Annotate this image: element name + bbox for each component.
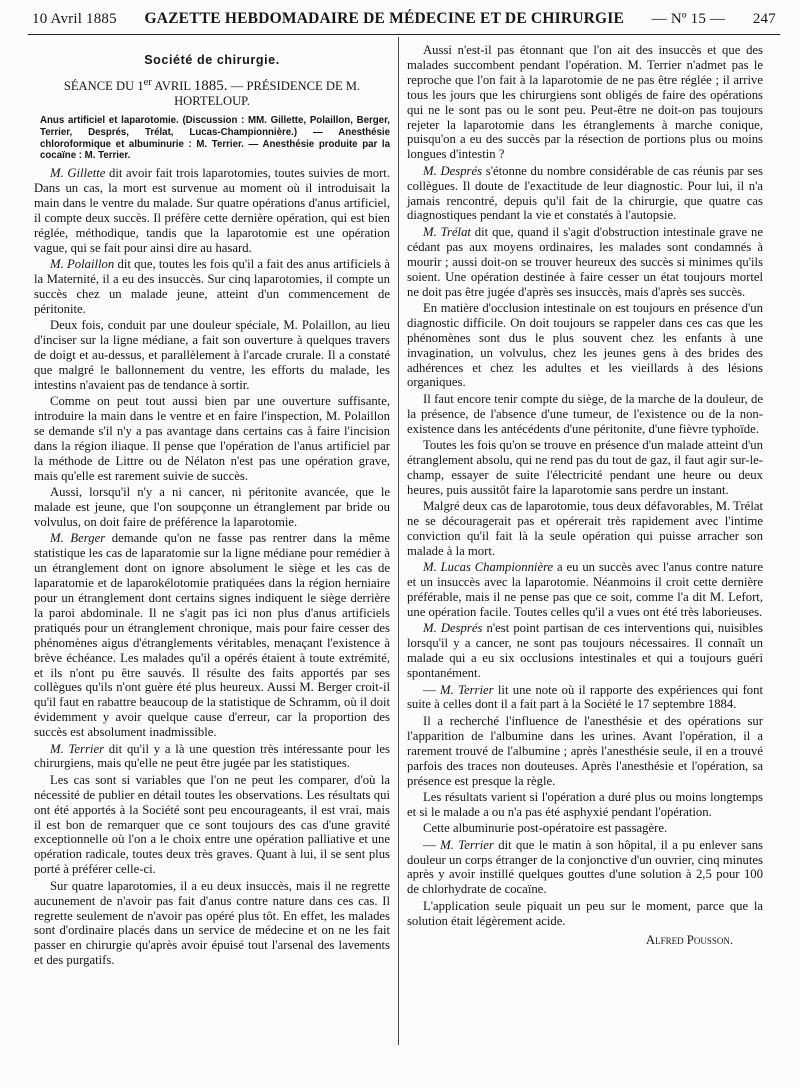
speaker-name: M. Terrier (50, 741, 105, 756)
paragraph: Malgré deux cas de laparotomie, tous deux défavorables, M. Trélat ne se découragerait pas et opérerait très rapidement avec l'intime conviction qu'il fait là la seule opération qui puisse arracher son malade à la mort. (407, 499, 763, 558)
paragraph (34, 166, 390, 255)
issue-number: — Nº 15 — (651, 11, 726, 27)
speaker-name: M. Berger (50, 531, 106, 546)
speaker-name: M. Després (423, 621, 483, 636)
session-month: AVRIL (151, 79, 194, 94)
paragraph-text: lit une note où il rapporte des expériences qui font suite à celles dont il a fait part à la Société le 17 septembre 1884. (407, 682, 764, 712)
session-line (34, 76, 390, 109)
paragraph-text: s'étonne du nombre considérable de cas réunis par ses collègues. Il doute de l'exactitude de leur diagnostic. Pour lui, il n'a jamais rencontré, depuis qu'il fait de la chirurgie, que quatre cas diagnostiques pendant la vie et constatés à l'autopsie. (407, 163, 763, 223)
paragraph (407, 164, 763, 224)
speaker-name: M. Després (423, 163, 483, 178)
paragraph-text: dit que, quand il s'agit d'obstruction intestinale grave ne cédant pas aux moyens ordinaires, les malades sont condamnés à mourir ; aussi doit-on se trouver heureux des succès si minimes qu'ils soient. Une opération destinée à faire cesser un état toujours mortel ne doit pas être jugée d'après ses insuccès, mais d'après ses succès. (407, 224, 763, 299)
speaker-name: M. Polaillon (50, 257, 115, 272)
speaker-name: M. Trélat (423, 224, 471, 239)
paragraph-text: dit qu'il y a là une question très intéressante pour les chirurgiens, mais qu'elle ne peut être jugée par les statistiques. (34, 741, 390, 771)
paragraph-text: dit que le matin à son hôpital, il a pu enlever sans douleur un corps étranger de la conjonctive d'un ouvrier, cinq minutes après y avoir instillé quelques gouttes d'une solution à 2,5 pour 100 de chlorhydrate de cocaïne. (407, 837, 763, 897)
paragraph-text: dit que, toutes les fois qu'il a fait des anus artificiels à la Maternité, il a eu des insuccès. Sur cinq laparotomies, il compte un succès chez un malade jeune, atteint d'un commencement de péritonite. (34, 257, 390, 316)
paragraph (407, 838, 763, 898)
paragraph-text: a eu un succès avec l'anus contre nature et un insuccès avec la laparotomie. Néanmoins il croit cette dernière préférable, mais il ne pense pas que ce soit, comme l'a dit M. Lefort, une opération facile. Toutes celles qu'il a vues ont été très laborieuses. (407, 560, 763, 620)
paragraph: Aussi n'est-il pas étonnant que l'on ait des insuccès et que des malades succombent pendant l'opération. M. Terrier n'admet pas le reproche que l'on fait à la laparotomie de ne pas être réglée ; il arrive tous les jours que les chirurgiens sont obligés de faire des opérations qui ne le sont pas ou le sont peu. Peut-être ne doit-on pas toujours rejeter la laparotomie dans les étranglements à marche conique, puisqu'on a eu des succès par la résection de portions plus ou moins longues d'intestin ? (407, 43, 763, 162)
paragraph: L'application seule piquait un peu sur le moment, parce que la solution était légèrement acide. (407, 898, 763, 928)
paragraph: Comme on peut tout aussi bien par une ouverture suffisante, introduire la main dans le ventre et en faire l'inspection, M. Polaillon se demande s'il n'y a pas avantage dans certains cas à faire l'incision dans la région iliaque. Il pense que l'opération de l'anus artificiel par la méthode de Littre ou de Nélaton n'est pas une opération grave, mais qu'elle est rarement suivie de succès. (34, 394, 390, 483)
session-year: 1885. (193, 78, 228, 95)
session-prefix: SÉANCE DU 1 (63, 79, 144, 94)
session-ordinal: er (143, 76, 152, 88)
paragraph: Les cas sont si variables que l'on ne peut les comparer, d'où la nécessité de publier en détail toutes les observations. Les résultats qui ont été apportés à la Société sont peu encourageants, il est vrai, mais il est bon de remarquer que ce sont toujours des cas d'une gravité exceptionnelle où l'on a le choix entre une opération palliative et une opération radicale, toutes deux très graves. Quant à lui, il se sent plus porté à préférer celle-ci. (34, 772, 390, 877)
session-summary: Anus artificiel et laparotomie. (Discussion : MM. Gillette, Polaillon, Berger, Terrier, Després, Trélat, Lucas-Championnière.) — Anesthésie chloroformique et albuminurie : M. Terrier. — Anesthésie produite par la cocaïne : M. Terrier. (40, 114, 390, 162)
paragraph (34, 531, 390, 740)
dash-prefix: — (423, 682, 441, 697)
paragraph-text: n'est point partisan de ces interventions qui, nuisibles lorsqu'il y a cancer, ne sont pas toujours nécessaires. Il connaît un malade qui a eu six occlusions intestinales et qui a toujours guéri spontanément. (407, 621, 763, 681)
paragraph (407, 560, 763, 620)
paragraph (407, 621, 763, 681)
paragraph: Les résultats varient si l'opération a duré plus ou moins longtemps et si le malade a ou n'a pas été asphyxié pendant l'opération. (407, 789, 763, 819)
paragraph-text: dit avoir fait trois laparotomies, toutes suivies de mort. Dans un cas, la mort est survenue au moment où il introduisait la main dans le ventre du malade. Sur quatre opérations d'anus artificiel, il compte deux succès. Il préfère cette dernière opération, qui est bien réglée, méthodique, tandis que la laparotomie est une opération vague, qui se fait pour ainsi dire au hasard. (34, 166, 390, 255)
speaker-name: M. Terrier (440, 682, 494, 697)
paragraph: En matière d'occlusion intestinale on est toujours en présence d'un diagnostic difficile. On doit toujours se rappeler dans ces cas que les phénomènes sont dus le plus souvent chez les enfants à une invagination, un volvulus, chez les jeunes gens à des brides des adhérences et chez les adultes et les vieillards à des lésions organiques. (407, 300, 763, 390)
issue-date: 10 Avril 1885 (32, 11, 117, 27)
journal-title: GAZETTE HEBDOMADAIRE DE MÉDECINE ET DE CHIRURGIE (144, 10, 625, 27)
text-columns (26, 35, 782, 1045)
running-header (26, 0, 782, 34)
speaker-name: M. Gillette (50, 166, 106, 181)
author-signature: Alfred Pousson. (645, 932, 733, 947)
left-column (26, 35, 398, 1045)
paragraph-text: demande qu'on ne fasse pas rentrer dans la même statistique les cas de laparatomie sur la ligne médiane pour remédier à un étranglement dont on ignore absolument le siège et les cas de laparatomie et de laparokélotomie pratiquées dans la région herniaire pour un étranglement dont certains signes indiquent le siège derrière la paroi abdominale. Il ne s'agit pas ici non plus d'anus artificiels pratiqués pour un étranglement chronique, mais pour faire cesser des phénomènes aigus d'étranglements véritables, menaçant l'existence à brève échéance. Les malades qu'il a opérés étaient à toute extrémité, et ils n'ont pu être sauvés. Il résulte des faits apportés par ses collègues qu'ils n'ont guère été plus heureux. Aussi M. Berger croit-il qu'il faut en rabattre beaucoup de la statistique de Schramm, où il doit évidemment y avoir quelque cause d'erreur, car la proportion des succès est absolument inadmissible. (34, 531, 390, 740)
paragraph (407, 683, 763, 713)
page-number: 247 (752, 11, 776, 27)
paragraph: Toutes les fois qu'on se trouve en présence d'un malade atteint d'un étranglement absolu, qui ne rend pas du tout de gaz, il faut agir sur-le-champ, essayer de suite l'électricité pendant une heure ou deux heures, puis aussitôt faire la laparotomie sans perdre un instant. (407, 438, 763, 497)
paragraph: Deux fois, conduit par une douleur spéciale, M. Polaillon, au lieu d'inciser sur la ligne médiane, a fait son ouverture à quelques travers de doigt et au-dessus, et parallèlement à l'arcade crurale. Il a constaté que malgré le ballonnement du ventre, les efforts du malade, les intestins n'avaient pas de tendance à sortir. (34, 318, 390, 392)
paragraph: Sur quatre laparotomies, il a eu deux insuccès, mais il ne regrette aucunement de n'avoir pas fait d'anus contre nature dans ces cas. Il regrette seulement de n'avoir pas opéré plus tôt. En effet, les malades sont d'ordinaire placés dans un service de médecine et on ne les fait passer en chirurgie qu'après avoir épuisé tout l'arsenal des lavements et des purgatifs. (34, 878, 390, 968)
paragraph (407, 225, 763, 300)
paragraph: Il a recherché l'influence de l'anesthésie et des opérations sur l'apparition de l'albumine dans les urines. Avant l'opération, il a rarement trouvé de l'albumine ; après l'anesthésie seule, il en a trouvé parfois des traces non douteuses. Après l'anesthésie et l'opération, sa présence est presque la règle. (407, 713, 763, 788)
paragraph: Aussi, lorsqu'il n'y a ni cancer, ni péritonite avancée, que le malade est jeune, que l'on soupçonne un étranglement par bride ou volvulus, on doit faire de préférence la laparotomie. (34, 485, 390, 529)
paragraph: Il faut encore tenir compte du siège, de la marche de la douleur, de la présence, de l'absence d'une tumeur, de l'existence ou de la non-existence dans les antécédents d'une péritonite, d'une fièvre typhoïde. (407, 391, 763, 436)
paragraph: Cette albuminurie post-opératoire est passagère. (423, 821, 668, 836)
speaker-name: M. Terrier (440, 837, 494, 852)
paragraph (34, 257, 390, 317)
paragraph (34, 742, 390, 772)
section-heading: Société de chirurgie. (144, 53, 280, 67)
dash-prefix: — (423, 837, 441, 852)
session-presidency: — PRÉSIDENCE DE M. HORTELOUP. (174, 79, 361, 108)
speaker-name: M. Lucas Championnière (423, 560, 554, 575)
right-column (399, 35, 771, 1045)
